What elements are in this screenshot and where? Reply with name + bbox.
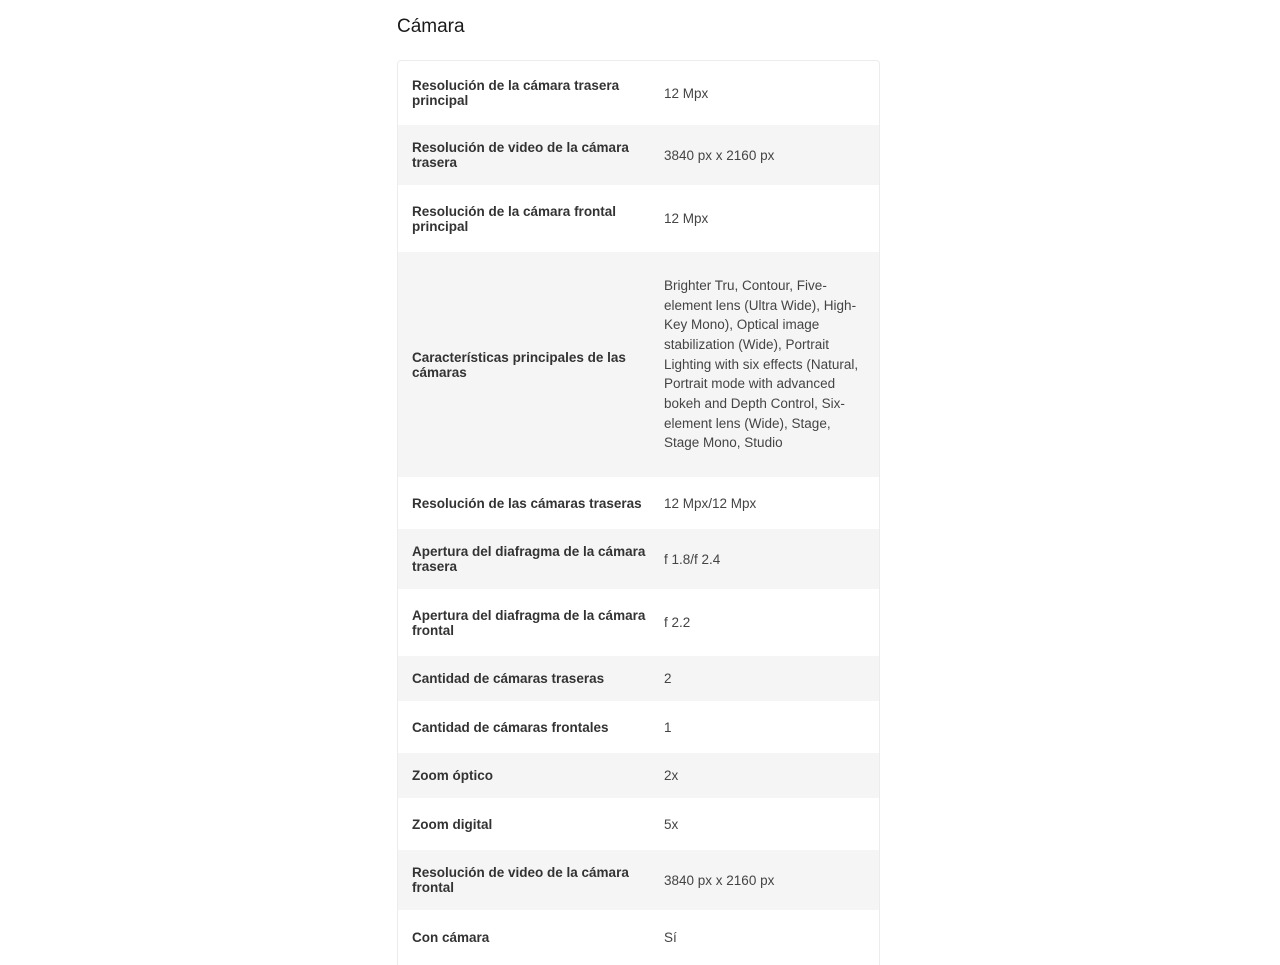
table-row (398, 589, 879, 656)
spec-value: 2 (664, 671, 672, 686)
spec-label: Cantidad de cámaras traseras (412, 671, 605, 686)
spec-value: Sí (664, 930, 677, 945)
spec-label: Resolución de video de la cámara frontal (412, 865, 629, 895)
spec-label: Apertura del diafragma de la cámara trasera (412, 544, 646, 574)
table-row (398, 656, 879, 701)
spec-label: Zoom digital (412, 816, 493, 832)
spec-value: 2x (664, 768, 679, 783)
spec-value: 12 Mpx (664, 85, 709, 101)
table-row (398, 850, 879, 910)
spec-label: Zoom óptico (412, 768, 493, 783)
table-row (398, 477, 879, 529)
spec-label: Cantidad de cámaras frontales (412, 719, 609, 735)
spec-value: 3840 px x 2160 px (664, 872, 775, 888)
spec-label: Apertura del diafragma de la cámara frontal (412, 607, 646, 638)
table-row (398, 252, 879, 477)
spec-value: f 2.2 (664, 615, 691, 630)
table-row (398, 125, 879, 185)
table-row (398, 701, 879, 753)
spec-label: Resolución de la cámara frontal principal (412, 203, 617, 234)
spec-label: Características principales de las cámaras (412, 349, 626, 380)
table-row (398, 61, 879, 125)
spec-label: Resolución de video de la cámara trasera (412, 140, 629, 170)
spec-label: Resolución de las cámaras traseras (412, 495, 642, 511)
table-row (398, 753, 879, 798)
section-title: Cámara (397, 16, 465, 37)
spec-value: 12 Mpx (664, 211, 709, 226)
spec-value: 5x (664, 816, 679, 832)
table-row (398, 910, 879, 965)
spec-value: 1 (664, 719, 672, 735)
spec-label: Resolución de la cámara trasera principal (412, 78, 620, 108)
spec-value: 3840 px x 2160 px (664, 147, 775, 163)
camera-specs-table (397, 60, 880, 965)
spec-value: f 1.8/f 2.4 (664, 551, 721, 567)
spec-value: 12 Mpx/12 Mpx (664, 495, 757, 511)
spec-value: Brighter Tru, Contour, Five-element lens (Ultra Wide), High-Key Mono), Optical image stabilization (Wide), Portrait Lighting with six effects (Natural, Portrait mode with advanced bokeh and Depth Control, Six-element lens (Wide), Stage, Stage Mono, Studio (664, 277, 859, 451)
spec-label: Con cámara (412, 930, 490, 945)
table-row (398, 798, 879, 850)
table-row (398, 529, 879, 589)
table-row (398, 185, 879, 252)
